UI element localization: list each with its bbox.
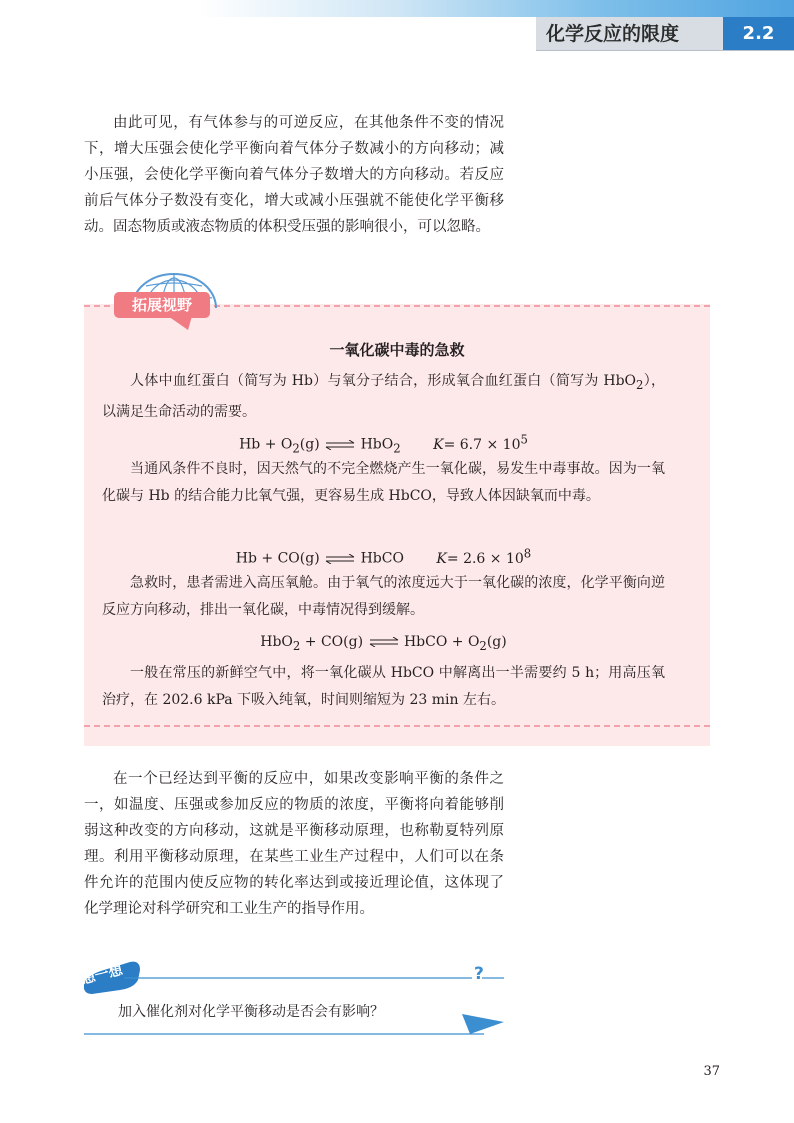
extension-paragraph-4: 一般在常压的新鲜空气中，将一氧化碳从 HbCO 中解离出一半需要约 5 h；用高压氧治疗，在 202.6 kPa 下吸入纯氧，时间则缩短为 23 min 左右。 (102, 665, 665, 708)
section-number: 2.2 (723, 17, 794, 50)
extension-label: 拓展视野 (131, 296, 192, 314)
extension-paragraph-1: 人体中血红蛋白（简写为 Hb）与氧分子结合，形成氧合血红蛋白（简写为 HbO$_2$），以满足生命活动的需要。 (102, 373, 666, 420)
extension-dashed-bottom (84, 725, 710, 727)
think-question: 加入催化剂对化学平衡移动是否会有影响？ (118, 1004, 384, 1020)
paragraph-le-chatelier: 在一个已经达到平衡的反应中，如果改变影响平衡的条件之一，如温度、压强或参加反应的物质的浓度，平衡将向着能够削弱这种改变的方向移动，这就是平衡移动原理，也称勒夏特列原理。利用平衡移动原理，在某些工业生产过程中，人们可以在条件允许的范围内使反应物的转化率达到或接近理论值，这体现了化学理论对科学研究和工业生产的指导作用。 (84, 771, 504, 917)
equilibrium-arrow-icon (369, 637, 399, 647)
think-label: 想一想 (79, 962, 125, 988)
extension-tag-tail (168, 316, 192, 330)
equilibrium-arrow-icon (325, 440, 355, 450)
equation-hb-o2: $Hb + O_2(g)$ HbO$_2$ $K= 6.7 \times 10^5$ (239, 432, 528, 456)
extension-paragraph-2: 当通风条件不良时，因天然气的不完全燃烧产生一氧化碳，易发生中毒事故。因为一氧化碳与 Hb 的结合能力比氧气强，更容易生成 HbCO，导致人体因缺氧而中毒。 (102, 461, 665, 504)
top-gradient-strip (0, 0, 794, 17)
equation-hb-co: Hb + CO(g) HbCO $K= 2.6 \times 10^8$ (235, 546, 532, 567)
section-title: 化学反应的限度 (546, 23, 680, 45)
page-number: 37 (703, 1064, 720, 1079)
paragraph-pressure-effect: 由此可见，有气体参与的可逆反应，在其他条件不变的情况下，增大压强会使化学平衡向着气体分子数减小的方向移动；减小压强，会使化学平衡向着气体分子数增大的方向移动。若反应前后气体分子数没有变化，增大或减小压强就不能使化学平衡移动。固态物质或液态物质的体积受压强的影响很小，可以忽略。 (84, 115, 504, 235)
extension-paragraph-3: 急救时，患者需进入高压氧舱。由于氧气的浓度远大于一氧化碳的浓度，化学平衡向逆反应方向移动，排出一氧化碳，中毒情况得到缓解。 (102, 575, 665, 618)
question-mark-icon: ? (474, 964, 484, 984)
extension-title: 一氧化碳中毒的急救 (329, 341, 465, 359)
equation-hbo2-co: HbO$_2$ + CO(g) HbCO + $O_2(g)$ (260, 634, 507, 653)
equilibrium-arrow-icon (325, 554, 355, 564)
